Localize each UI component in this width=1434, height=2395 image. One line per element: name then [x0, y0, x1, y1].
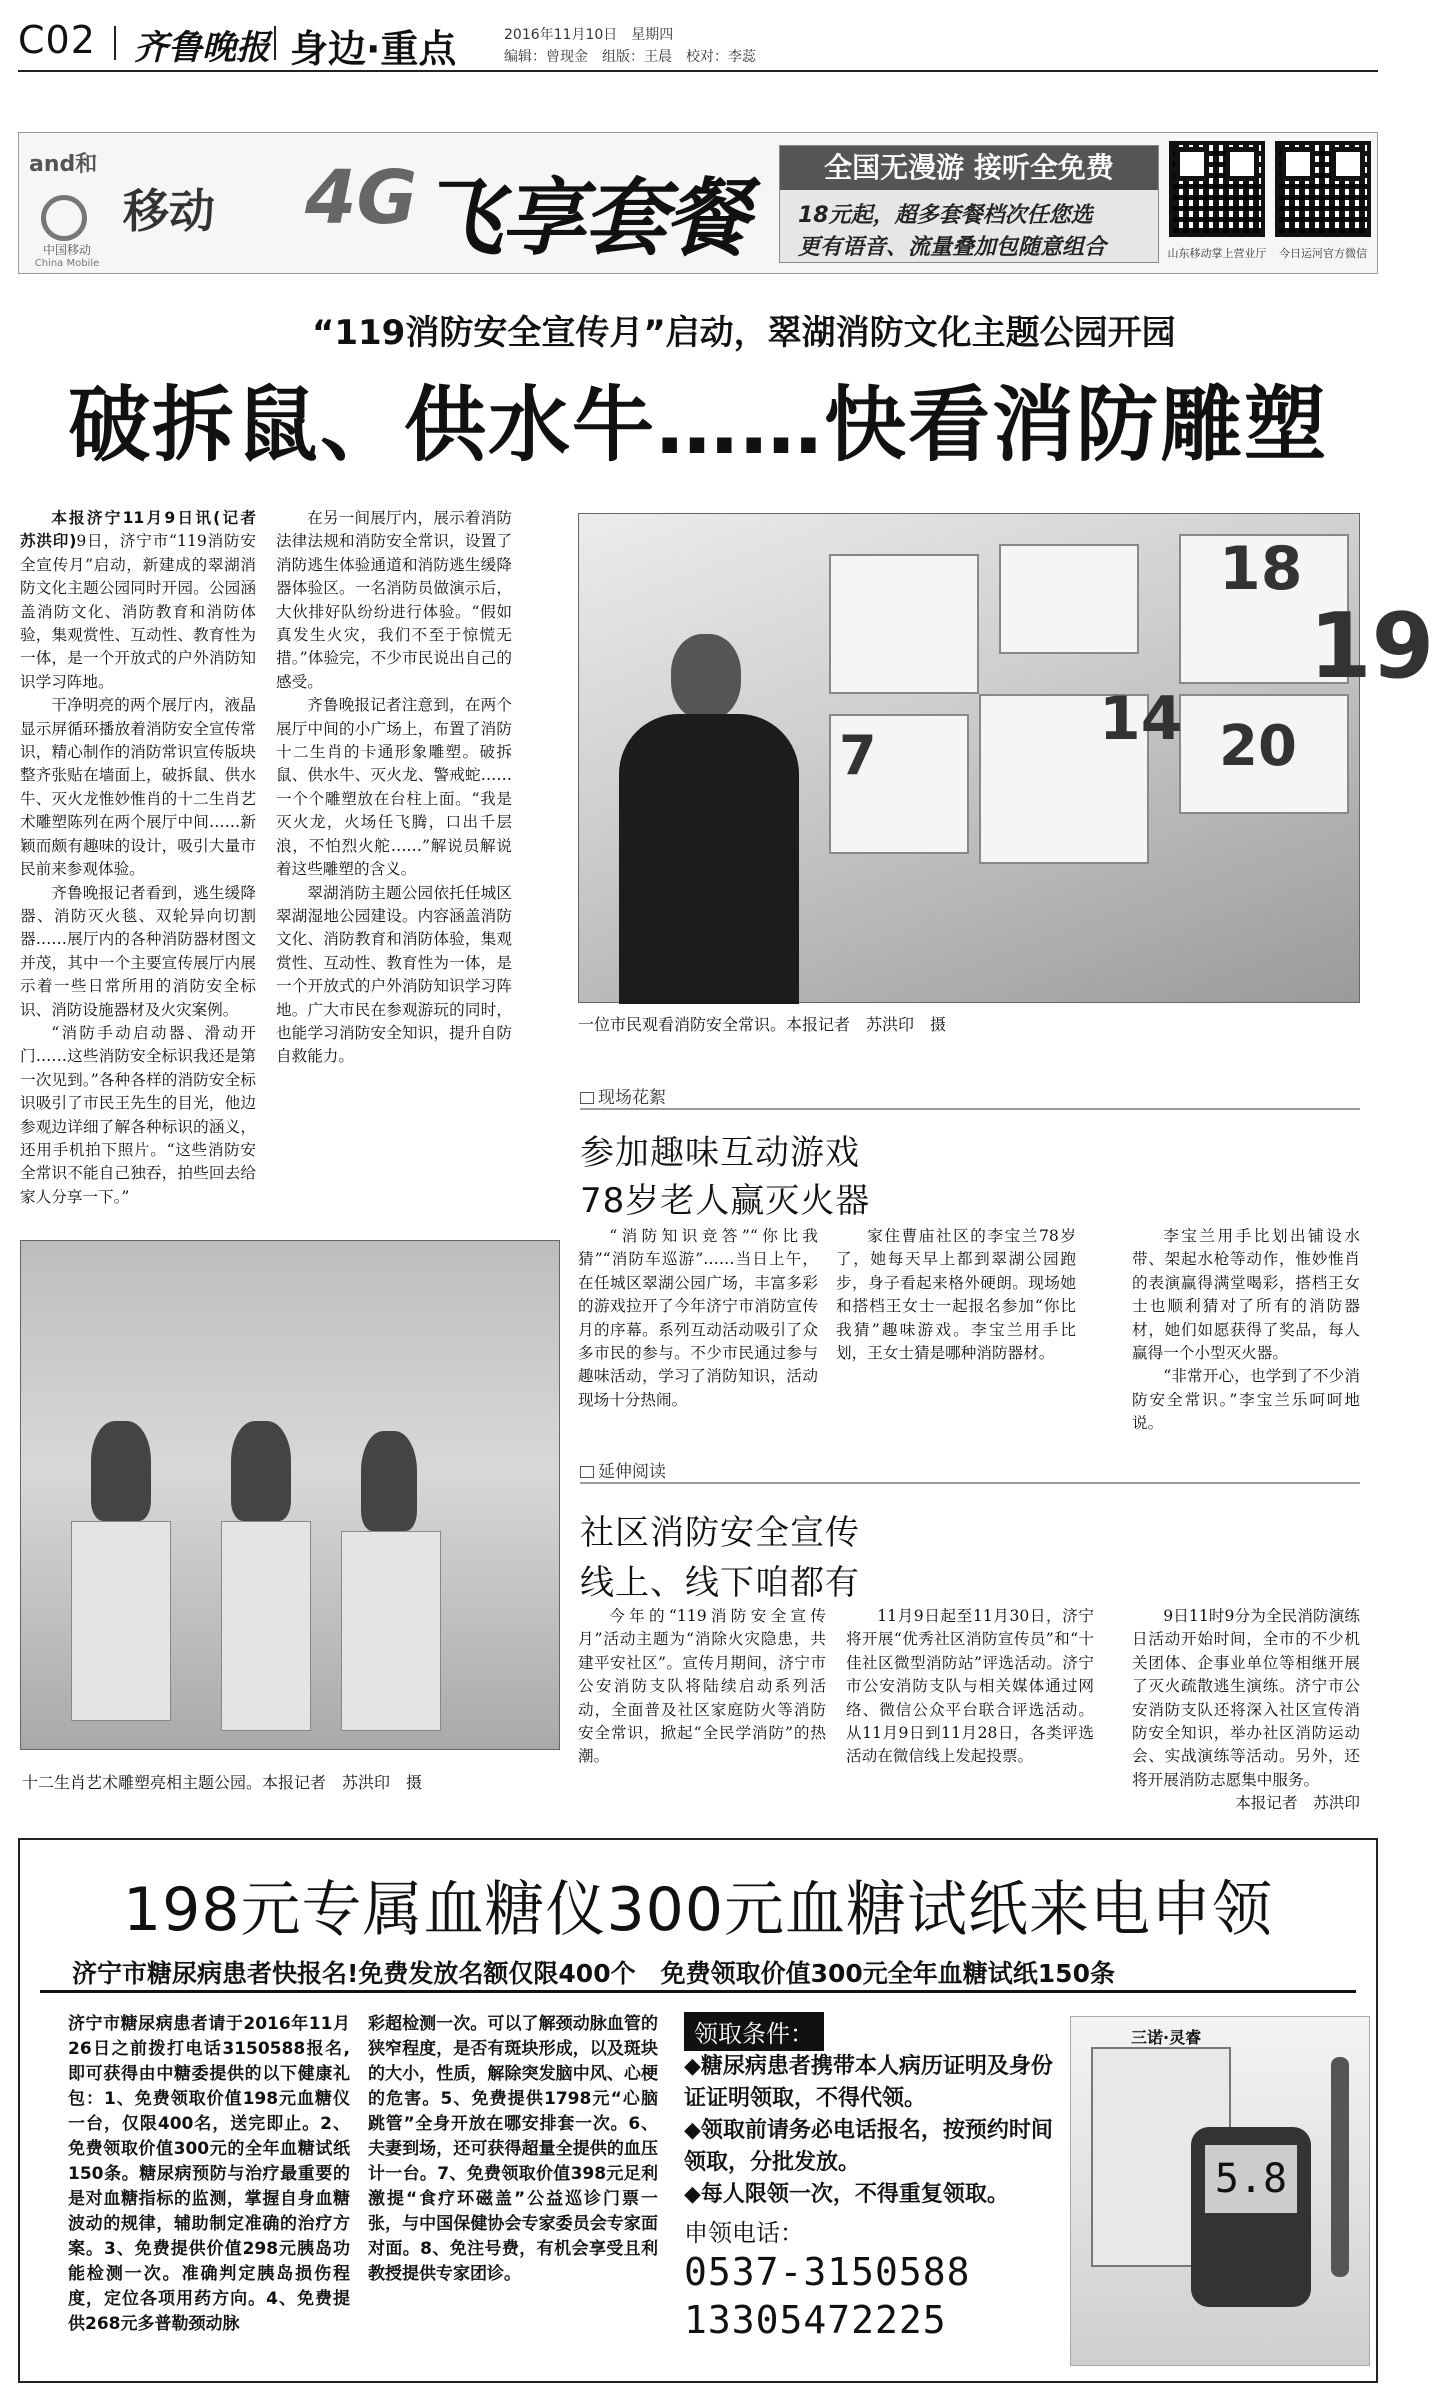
condition-item: ◆糖尿病患者携带本人病历证明及身份证证明领取，不得代领。 — [684, 2054, 1053, 2111]
tag-box-icon — [580, 1466, 594, 1478]
mobile-4g-advertisement — [18, 132, 1378, 274]
page-header — [18, 12, 1378, 72]
ad-offer-line: 更有语音、流量叠加包随意组合 — [798, 235, 1107, 260]
condition-item: ◆每人限领一次，不得重复领取。 — [684, 2182, 1009, 2207]
ad-body-column: 济宁市糖尿病患者请于2016年11月26日之前拨打电话3150588报名,即可获得由中糖委提供的以下健康礼包：1、免费领取价值198元血糖仪一台，仅限400名，送完即止。2、免费领取价值300元的全年血糖试纸150条。糖尿病预防与治疗最重要的是对血糖指标的监测，掌握自身血糖波动的规律，辅助制定准确的治疗方案。3、免费提供价值298元胰岛功能检测一次。准确判定胰岛损伤程度，定位各项用药方向。4、免费提供268元多普勒颈动脉 — [68, 2014, 350, 2334]
glucose-meter-icon — [1191, 2127, 1311, 2307]
sidebar-column — [846, 1605, 1094, 1785]
sidebar-paragraph: “非常开心，也学到了不少消防安全常识。”李宝兰乐呵呵地说。 — [1132, 1367, 1360, 1433]
sidebar-byline: 本报记者 苏洪印 — [1235, 1794, 1360, 1813]
photo-caption: 一位市民观看消防安全常识。本报记者 苏洪印 摄 — [578, 1015, 947, 1034]
ad-headline: 198元专属血糖仪300元血糖试纸来电申领 — [122, 1875, 1274, 1945]
sidebar-title: 78岁老人赢灭火器 — [580, 1181, 871, 1221]
section-title: 身边·重点 — [290, 27, 457, 71]
qr-caption: 今日运河官方微信 — [1279, 247, 1367, 260]
article-column-1 — [20, 507, 272, 1307]
article-column-2 — [276, 507, 512, 1307]
china-mobile-en: China Mobile — [34, 258, 100, 269]
sidebar-column — [1132, 1225, 1360, 1433]
article-paragraph: 干净明亮的两个展厅内，液晶显示屏循环播放着消防安全宣传常识，精心制作的消防常识宣传版块整齐张贴在墙面上，破拆鼠、供水牛、灭火龙惟妙惟肖的十二生肖艺术雕塑陈列在两个展厅中间……新颖而颇有趣味的设计，吸引大量市民前来参观体验。 — [20, 696, 256, 879]
ad-body-column: 彩超检测一次。可以了解颈动脉血管的狭窄程度，是否有斑块形成，以及斑块的大小，性质，解除突发脑中风、心梗的危害。5、免费提供1798元“心脑跳管”全身开放在哪安排套一次。6、夫妻到场，还可获得超量全提供的血压计一台。7、免费领取价值398元足利激提“食疗环磁盖”公益巡诊门票一张，与中国保健协会专家委员会专家面对面。8、免注号费，有机会享受且利教授提供专家团诊。 — [368, 2014, 658, 2284]
page-number: C02 — [18, 18, 96, 62]
tag-box-icon — [580, 1092, 594, 1104]
visitor-figure — [609, 634, 809, 1004]
qr-code-icon — [1169, 141, 1265, 237]
article-kicker: “119消防安全宣传月”启动，翠湖消防文化主题公园开园 — [312, 313, 1176, 353]
ad-product-name: 飞享套餐 — [419, 169, 748, 267]
qr-caption: 山东移动掌上营业厅 — [1167, 247, 1267, 260]
sidebar-tag — [580, 1457, 666, 1482]
sidebar-rule — [580, 1482, 1360, 1484]
photo-caption: 十二生肖艺术雕塑亮相主题公园。本报记者 苏洪印 摄 — [22, 1773, 423, 1792]
product-image — [1070, 2016, 1370, 2366]
article-paragraph: 翠湖消防主题公园依托任城区翠湖湿地公园建设。内容涵盖消防文化、消防教育和消防体验，集观赏性、互动性、教育性为一体，是一个开放式的户外消防知识学习阵地。广大市民在参观游玩的同时，也能学习消防安全知识，提升自防自救能力。 — [276, 883, 512, 1066]
sidebar-paragraph: 家住曹庙社区的李宝兰78岁了，她每天早上都到翠湖公园跑步，身子看起来格外硬朗。现场她和搭档王女士一起报名参加“你比我猜”趣味游戏。李宝兰用手比划，王女士猜是哪种消防器材。 — [836, 1227, 1076, 1363]
issue-date: 2016年11月10日 星期四 — [504, 27, 674, 43]
sidebar-title: 社区消防安全宣传 — [580, 1513, 860, 1553]
china-mobile-icon — [41, 195, 87, 241]
ad-subheadline: 济宁市糖尿病患者快报名!免费发放名额仅限400个 免费领取价值300元全年血糖试纸150条 — [72, 1959, 1115, 1988]
article-headline: 破拆鼠、供水牛……快看消防雕塑 — [67, 378, 1328, 473]
phone-label: 申领电话： — [684, 2219, 804, 2247]
sidebar-column — [578, 1605, 826, 1785]
qr-code-icon — [1275, 141, 1371, 237]
lancet-pen-icon — [1331, 2057, 1349, 2277]
ad-rule — [40, 1990, 1356, 1993]
sidebar-paragraph: 李宝兰用手比划出铺设水带、架起水枪等动作，惟妙惟肖的表演赢得满堂喝彩，搭档王女士也顺利猜对了所有的消防器材，她们如愿获得了奖品，每人赢得一个小型灭火器。 — [1132, 1227, 1360, 1363]
ad-offer-panel — [779, 145, 1159, 263]
china-mobile-name: 中国移动 — [42, 243, 91, 257]
header-divider — [114, 26, 116, 60]
article-paragraph: 齐鲁晚报记者看到，逃生缓降器、消防灭火毯、双轮异向切割器……展厅内的各种消防器材图文并茂，其中一个主要宣传展厅内展示着一些日常所用的消防安全标识、消防设施器材及火灾案例。 — [20, 883, 256, 1019]
sidebar-column — [1132, 1605, 1360, 1813]
article-paragraph: 在另一间展厅内，展示着消防法律法规和消防安全常识，设置了消防逃生体验通道和消防逃生缓降器体验区。一名消防员做演示后，大伙排好队纷纷进行体验。“假如真发生火灾，我们不至于惊慌无措。”体验完，不少市民说出自己的感受。 — [276, 509, 512, 691]
condition-item: ◆领取前请务必电话报名，按预约时间领取，分批发放。 — [684, 2118, 1053, 2175]
sidebar-title: 线上、线下咱都有 — [580, 1563, 860, 1603]
sidebar-tag-label: 现场花絮 — [598, 1088, 666, 1108]
ad-offer-line: 18元起，超多套餐档次任您选 — [798, 203, 1093, 228]
article-paragraph: 齐鲁晚报记者注意到，在两个展厅中间的小广场上，布置了消防十二生肖的卡通形象雕塑。破拆鼠、供水牛、灭火龙、警戒蛇……一个个雕塑放在台柱上面。“我是灭火龙，火场任飞腾，口出千层浪，不怕烈火舵……”解说员解说着这些雕塑的含义。 — [276, 696, 512, 879]
conditions-title: 领取条件： — [684, 2012, 824, 2051]
product-brand: 三诺·灵睿 — [1131, 2028, 1202, 2047]
photo-visitor-viewing-exhibits: 18 19 20 14 7 — [578, 513, 1360, 1003]
ad-brand: 移动 — [123, 184, 215, 238]
sidebar-tag — [580, 1083, 666, 1108]
header-divider — [274, 26, 276, 60]
ad-conditions — [684, 2012, 1064, 2344]
sidebar-paragraph: 9日11时9分为全民消防演练日活动开始时间，全市的不少机关团体、企事业单位等相继开展了灭火疏散逃生演练。济宁市公安消防支队还将深入社区宣传消防安全知识，举办社区消防运动会、实战演练等活动。另外，还将开展消防志愿集中服务。 — [1132, 1607, 1360, 1789]
phone-number: 0537-3150588 — [684, 2250, 971, 2294]
sidebar-paragraph: 11月9日起至11月30日，济宁将开展“优秀社区消防宣传员”和“十佳社区微型消防站”评选活动。济宁市公安消防支队与相关媒体通过网络、微信公众平台联合评选活动。从11月9日到11月28日，各类评选活动在微信线上发起投票。 — [846, 1607, 1094, 1766]
glucose-meter-advertisement — [18, 1838, 1378, 2383]
ad-4g: 4G — [305, 155, 418, 241]
sidebar-rule — [580, 1108, 1360, 1110]
ad-slogan: 全国无漫游 接听全免费 — [780, 146, 1158, 190]
sidebar-column — [836, 1225, 1076, 1425]
sidebar-tag-label: 延伸阅读 — [598, 1462, 666, 1482]
sidebar-column — [578, 1225, 818, 1425]
china-mobile-logo — [27, 195, 107, 269]
sidebar-title: 参加趣味互动游戏 — [580, 1133, 860, 1173]
meter-reading: 5.8 — [1205, 2145, 1297, 2213]
sidebar-paragraph: “消防知识竞答”“你比我猜”“消防车巡游”……当日上午，在任城区翠湖公园广场，丰富多彩的游戏拉开了今年济宁市消防宣传月的序幕。系列互动活动吸引了众多市民的参与。不少市民通过参与趣味活动，学习了消防知识，活动现场十分热闹。 — [578, 1227, 818, 1409]
article-paragraph: 9日，济宁市“119消防安全宣传月”启动，新建成的翠湖消防文化主题公园同时开园。公园涵盖消防文化、消防教育和消防体验，集观赏性、互动性、教育性为一体，是一个开放式的户外消防知识学习阵地。 — [20, 532, 256, 691]
and-logo: and和 — [29, 152, 98, 177]
photo-zodiac-sculptures — [20, 1240, 560, 1750]
staff-credits: 编辑：曾现金 组版：王晨 校对：李蕊 — [504, 49, 756, 65]
sidebar-paragraph: 今年的“119消防安全宣传月”活动主题为“消除火灾隐患，共建平安社区”。宣传月期间，济宁市公安消防支队将陆续启动系列活动，全面普及社区家庭防火等消防安全常识，掀起“全民学消防”的热潮。 — [578, 1607, 826, 1766]
newspaper-name: 齐鲁晚报 — [134, 28, 270, 68]
article-byline: 本报济宁11月9日讯(记者 苏洪印) — [20, 509, 272, 551]
article-paragraph: “消防手动启动器、滑动开门……这些消防安全标识我还是第一次见到。”各种各样的消防安全标识吸引了市民王先生的目光，他边参观边详细了解各种标识的涵义，还用手机拍下照片。“这些消防安全常识不能自己独吞，拍些回去给家人分享一下。” — [20, 1023, 256, 1206]
phone-number: 13305472225 — [684, 2298, 947, 2342]
